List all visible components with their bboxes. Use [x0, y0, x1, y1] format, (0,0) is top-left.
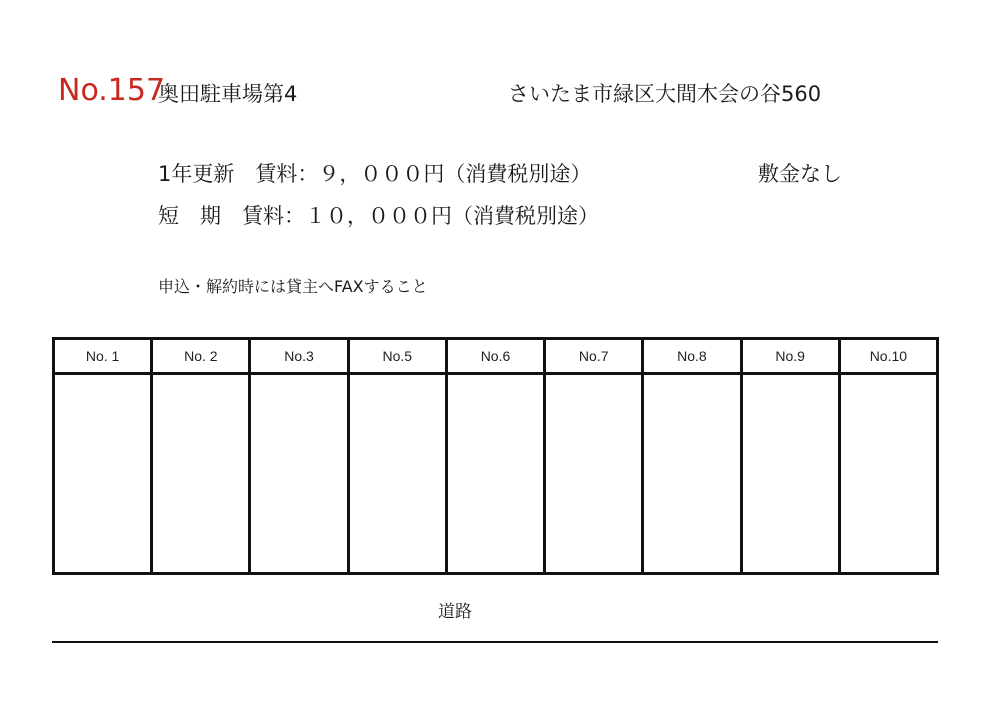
space-label: No.5 [348, 339, 446, 374]
parking-space-cell [152, 374, 250, 574]
space-label: No.3 [250, 339, 348, 374]
parking-space-cell [839, 374, 937, 574]
road-label: 道路 [438, 602, 472, 622]
parking-space-cell [643, 374, 741, 574]
annual-rent-terms: 1年更新 賃料：９，０００円（消費税別途） [158, 162, 592, 186]
lot-name: 奥田駐車場第4 [158, 82, 298, 106]
parking-space-cell [741, 374, 839, 574]
space-label: No. 2 [152, 339, 250, 374]
road-line [52, 641, 938, 643]
parking-space-table [52, 337, 939, 575]
parking-space-cell [348, 374, 446, 574]
parking-space-cell [545, 374, 643, 574]
space-label: No. 1 [54, 339, 152, 374]
fax-notice: 申込・解約時には貸主へFAXすること [158, 277, 428, 296]
space-header-row [54, 339, 938, 374]
space-label: No.8 [643, 339, 741, 374]
lot-number: No.157 [58, 73, 166, 108]
space-label: No.9 [741, 339, 839, 374]
parking-space-cell [250, 374, 348, 574]
space-label: No.7 [545, 339, 643, 374]
space-label: No.6 [446, 339, 544, 374]
parking-space-cell [54, 374, 152, 574]
space-body-row [54, 374, 938, 574]
space-label: No.10 [839, 339, 937, 374]
short-term-rent-terms: 短 期 賃料：１０，０００円（消費税別途） [158, 204, 599, 228]
lot-address: さいたま市緑区大間木会の谷560 [508, 82, 822, 106]
parking-space-cell [446, 374, 544, 574]
deposit-terms: 敷金なし [758, 162, 842, 186]
